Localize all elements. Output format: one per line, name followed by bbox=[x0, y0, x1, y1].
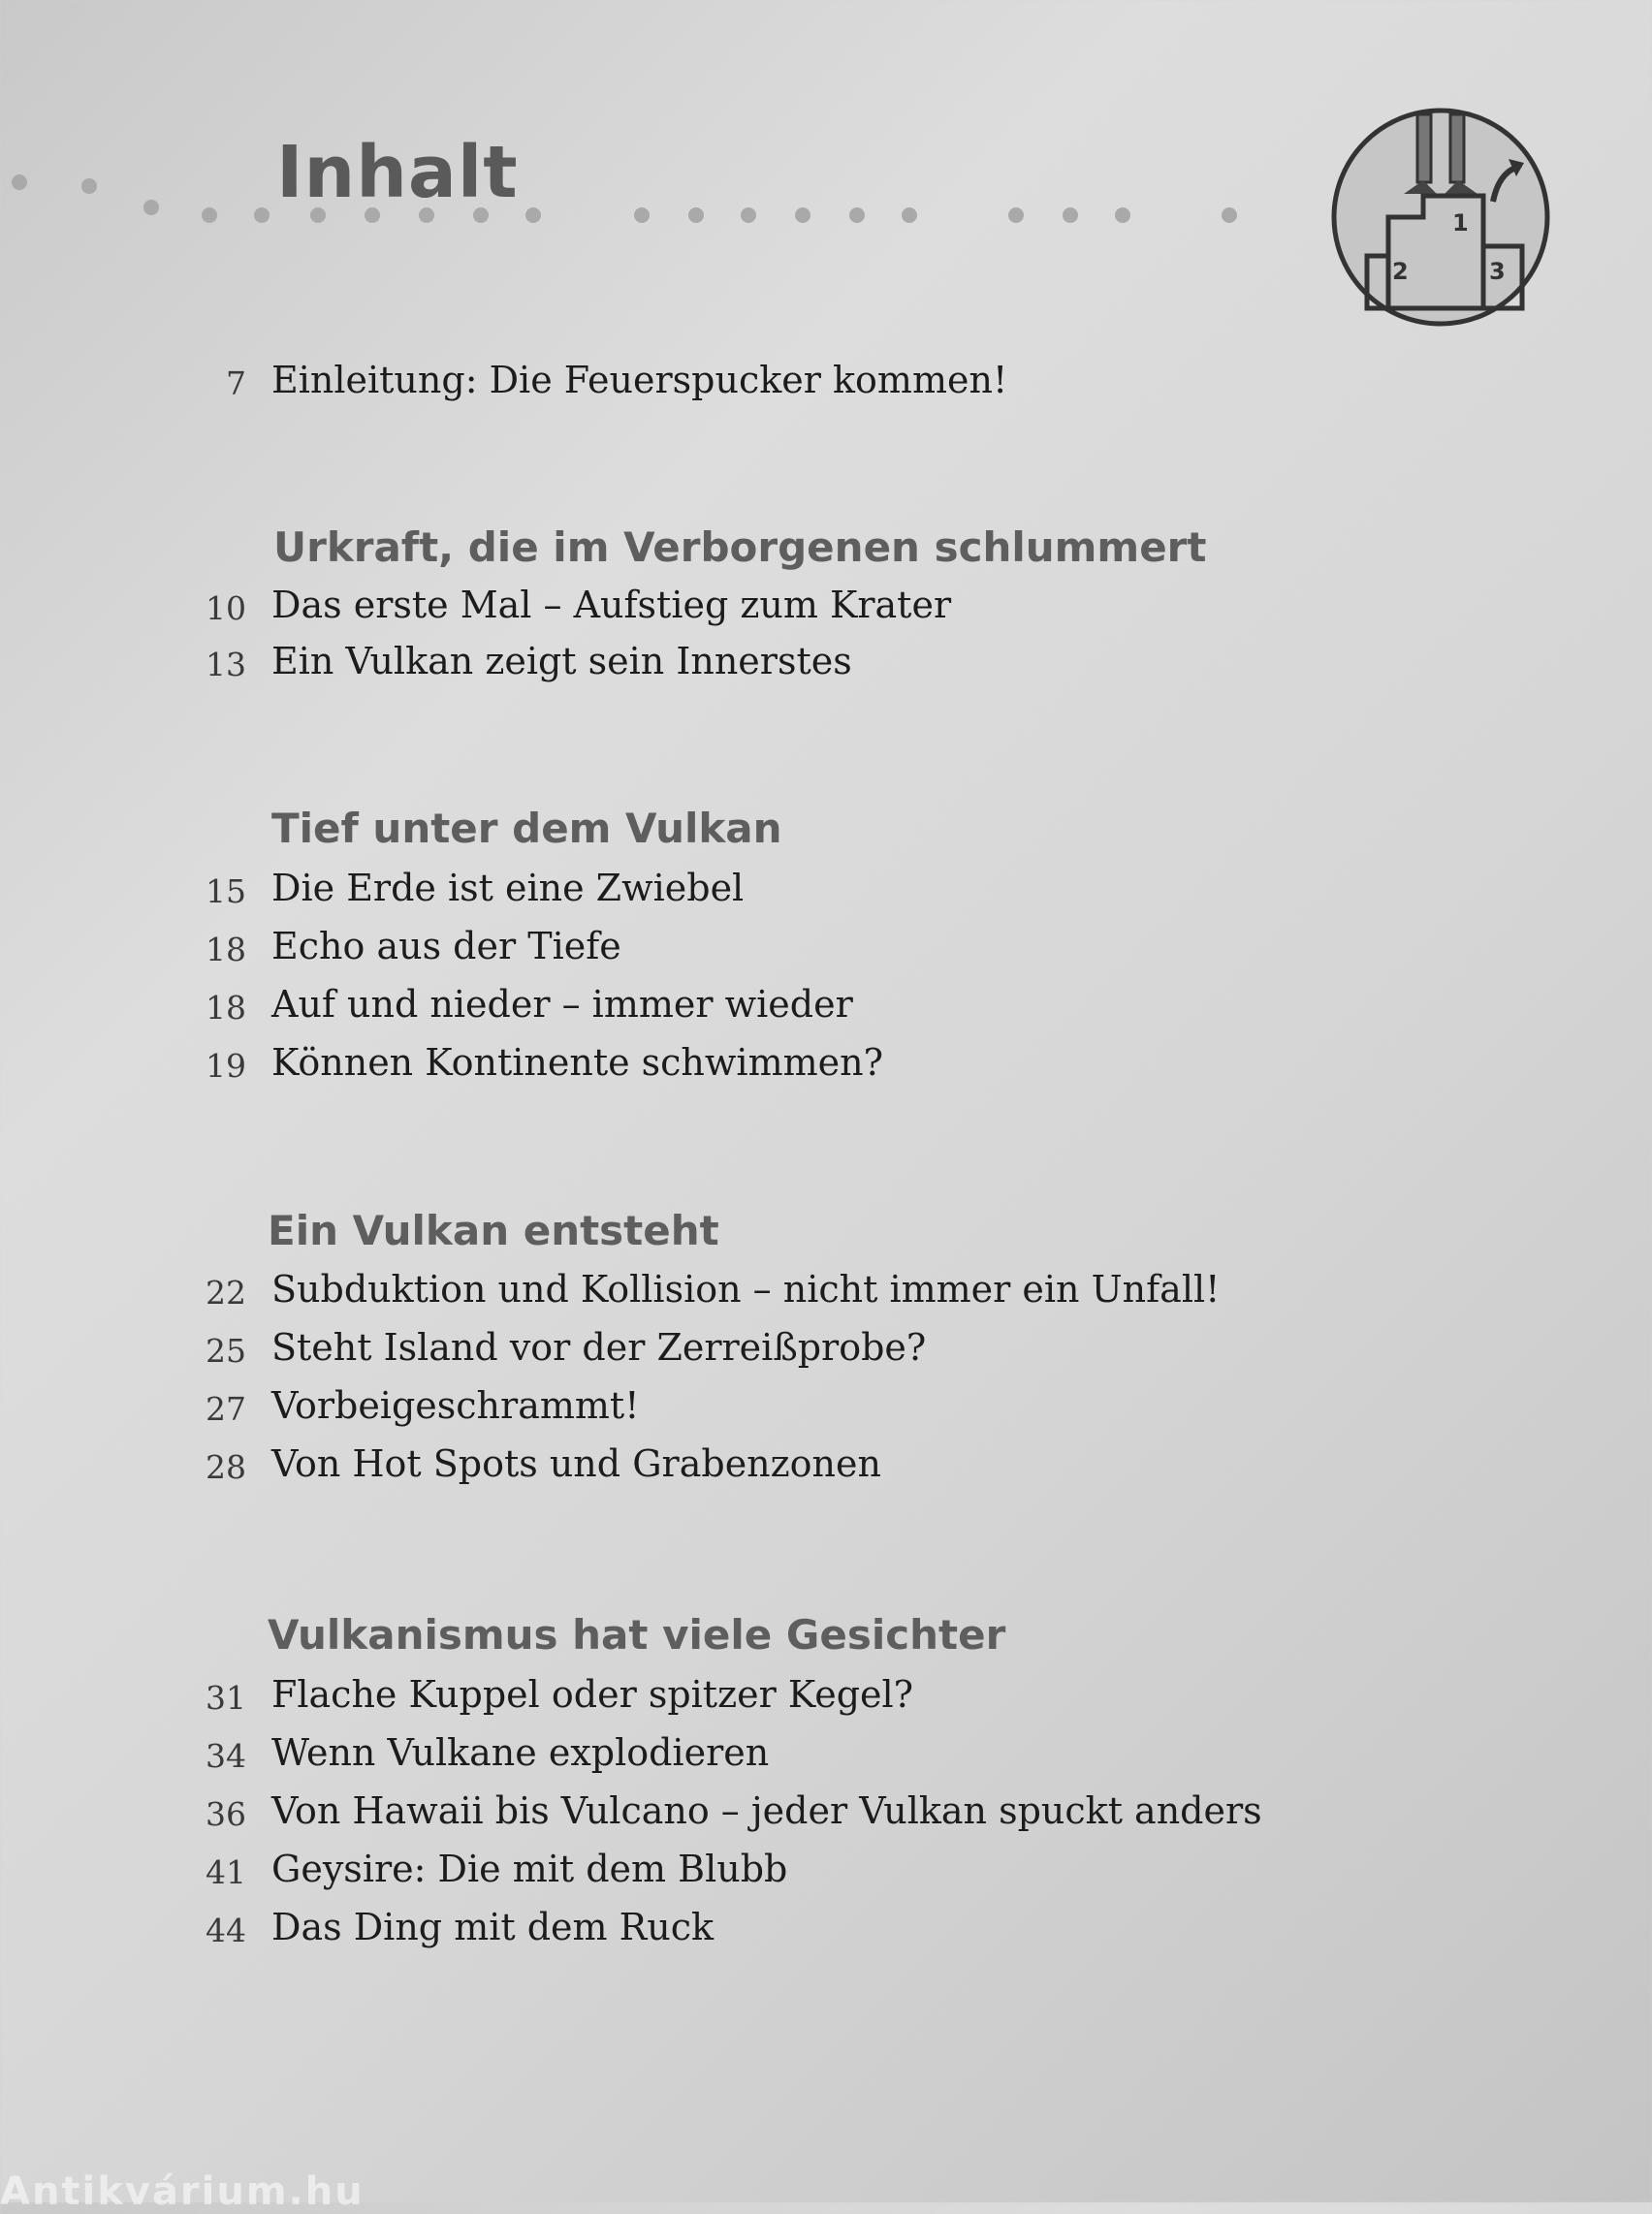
dot bbox=[202, 207, 217, 223]
toc-entry[interactable] bbox=[0, 1442, 1652, 1497]
entry-label: Das erste Mal – Aufstieg zum Krater bbox=[271, 584, 952, 626]
entry-label: Können Kontinente schwimmen? bbox=[271, 1041, 883, 1084]
section-title: Vulkanismus hat viele Gesichter bbox=[268, 1611, 1006, 1659]
toc-entry[interactable] bbox=[0, 1268, 1652, 1322]
entry-label: Auf und nieder – immer wieder bbox=[271, 983, 853, 1026]
toc-entry[interactable] bbox=[0, 983, 1652, 1037]
podium-icon bbox=[1328, 105, 1553, 330]
entry-label: Echo aus der Tiefe bbox=[271, 925, 621, 967]
page-number: 13 bbox=[206, 646, 246, 683]
entry-label: Geysire: Die mit dem Blubb bbox=[271, 1848, 788, 1890]
page-number: 36 bbox=[206, 1795, 246, 1833]
entry-label: Subduktion und Kollision – nicht immer ein Unfall! bbox=[271, 1268, 1221, 1311]
toc-entry[interactable] bbox=[0, 1848, 1652, 1902]
toc-entry-intro[interactable] bbox=[0, 359, 1652, 413]
page-number: 44 bbox=[206, 1912, 246, 1949]
dot bbox=[81, 178, 97, 194]
page-number: 7 bbox=[226, 364, 246, 402]
section-title: Ein Vulkan entsteht bbox=[268, 1207, 719, 1254]
dot bbox=[1222, 207, 1237, 223]
podium-label-1: 1 bbox=[1452, 209, 1469, 237]
toc-entry[interactable] bbox=[0, 1673, 1652, 1727]
entry-label: Flache Kuppel oder spitzer Kegel? bbox=[271, 1673, 914, 1716]
section-title: Tief unter dem Vulkan bbox=[271, 805, 782, 852]
toc-entry[interactable] bbox=[0, 1906, 1652, 1960]
entry-label: Von Hot Spots und Grabenzonen bbox=[271, 1442, 881, 1485]
podium-label-3: 3 bbox=[1489, 258, 1506, 285]
toc-entry[interactable] bbox=[0, 584, 1652, 638]
page-number: 31 bbox=[206, 1679, 246, 1717]
dot bbox=[795, 207, 810, 223]
page-number: 34 bbox=[206, 1737, 246, 1775]
toc-entry[interactable] bbox=[0, 1041, 1652, 1095]
dot bbox=[849, 207, 865, 223]
section-title: Urkraft, die im Verborgenen schlummert bbox=[273, 523, 1207, 571]
dot bbox=[634, 207, 650, 223]
entry-label: Von Hawaii bis Vulcano – jeder Vulkan spuckt anders bbox=[271, 1789, 1262, 1832]
page-number: 27 bbox=[206, 1390, 246, 1428]
entry-label: Wenn Vulkane explodieren bbox=[271, 1731, 770, 1774]
page-title: Inhalt bbox=[276, 131, 519, 214]
entry-label: Vorbeigeschrammt! bbox=[271, 1384, 640, 1427]
dot bbox=[254, 207, 270, 223]
toc-entry[interactable] bbox=[0, 640, 1652, 694]
page-number: 25 bbox=[206, 1332, 246, 1370]
entry-label: Steht Island vor der Zerreißprobe? bbox=[271, 1326, 927, 1369]
page-number: 41 bbox=[206, 1853, 246, 1891]
dot bbox=[902, 207, 917, 223]
entry-label: Die Erde ist eine Zwiebel bbox=[271, 867, 745, 909]
page-number: 18 bbox=[206, 931, 246, 968]
dot bbox=[688, 207, 704, 223]
dot bbox=[1115, 207, 1130, 223]
entry-label: Einleitung: Die Feuerspucker kommen! bbox=[271, 359, 1008, 401]
page-number: 28 bbox=[206, 1448, 246, 1486]
toc-entry[interactable] bbox=[0, 925, 1652, 979]
dot bbox=[525, 207, 541, 223]
page-number: 22 bbox=[206, 1274, 246, 1312]
toc-entry[interactable] bbox=[0, 867, 1652, 921]
dot bbox=[1063, 207, 1078, 223]
page-number: 10 bbox=[206, 589, 246, 627]
podium-label-2: 2 bbox=[1392, 258, 1409, 285]
page-number: 19 bbox=[206, 1047, 246, 1085]
dot bbox=[143, 200, 159, 215]
dot bbox=[741, 207, 756, 223]
entry-label: Ein Vulkan zeigt sein Innerstes bbox=[271, 640, 852, 682]
toc-entry[interactable] bbox=[0, 1789, 1652, 1844]
dot bbox=[12, 174, 27, 190]
toc-entry[interactable] bbox=[0, 1731, 1652, 1786]
page-number: 15 bbox=[206, 872, 246, 910]
toc-entry[interactable] bbox=[0, 1384, 1652, 1439]
toc-entry[interactable] bbox=[0, 1326, 1652, 1380]
watermark: Antikvárium.hu bbox=[0, 2169, 365, 2214]
entry-label: Das Ding mit dem Ruck bbox=[271, 1906, 715, 1948]
dot bbox=[1008, 207, 1024, 223]
page-number: 18 bbox=[206, 989, 246, 1027]
